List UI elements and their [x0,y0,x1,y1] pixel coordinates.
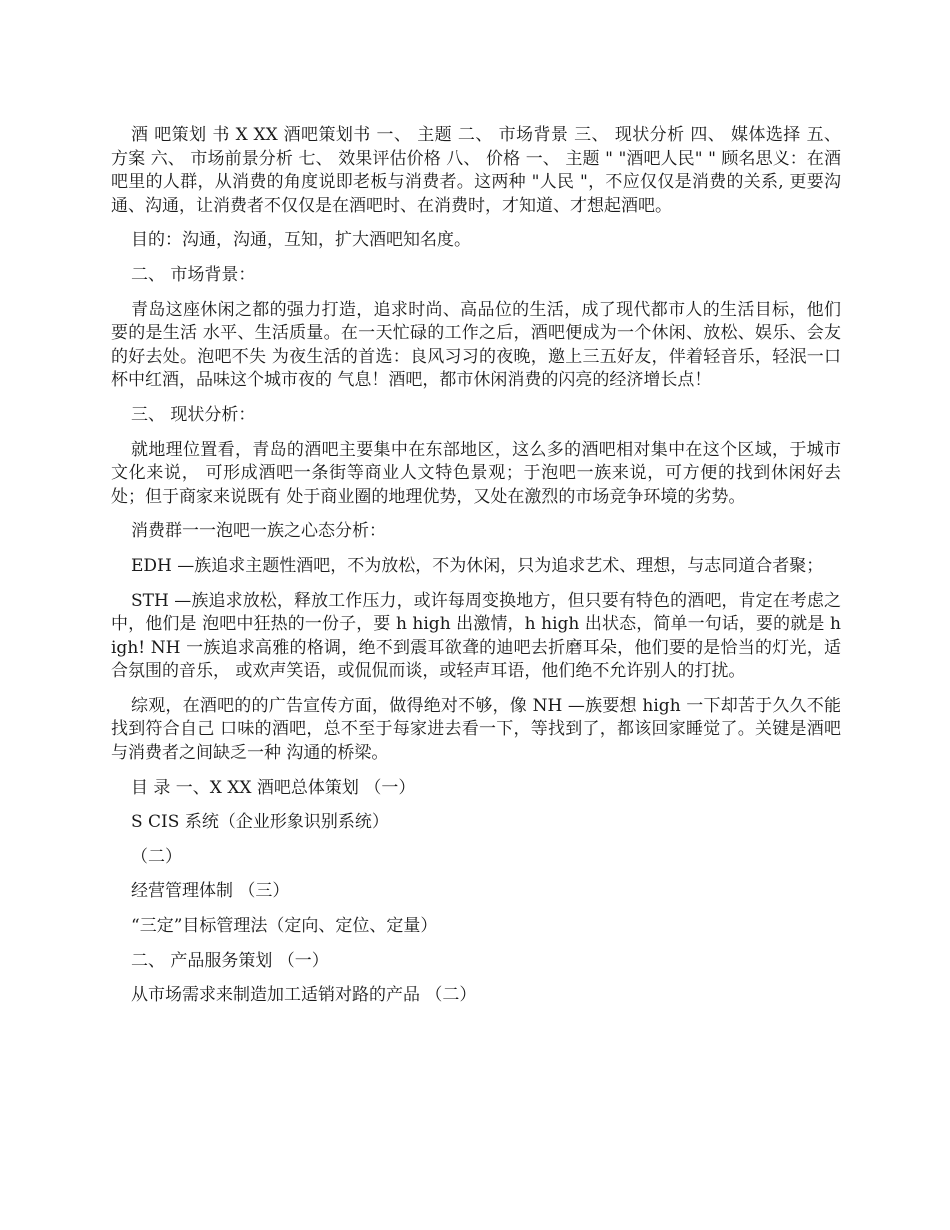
toc-line-3: （二） [131,846,182,867]
paragraph-purpose: 目的：沟通，沟通，互知，扩大酒吧知名度。 [131,230,471,251]
toc-line-4: 经营管理体制 （三） [131,881,290,902]
paragraph-status-analysis: 就地理位置看，青岛的酒吧主要集中在东部地区，这么多的酒吧相对集中在这个区域，于城市文化来说， 可形成酒吧一条街等商业人文特色景观；于泡吧一族来说，可方便的找到休闲好去处；但于商家来说既有 处于商业圈的地理优势，又处在激烈的市场竞争环境的劣势。 [111,439,841,507]
paragraph-intro: 酒 吧策划 书 X XX 酒吧策划书 一、 主题 二、 市场背景 三、 现状分析 四、 媒体选择 五、 方案 六、 市场前景分析 七、 效果评估价格 八、 价格 一、 主题 " "酒吧人民" " 顾名思义：在酒吧里的人群，从消费的角度说即老板与消费者。这两种 "人民 "，不应仅仅是消费的关系, 更要沟通、沟通，让消费者不仅仅是在酒吧时、在消费时，才知道、才想起酒吧。 [111,125,841,216]
heading-status-analysis: 三、 现状分析： [131,404,256,425]
paragraph-summary: 综观，在酒吧的的广告宣传方面，做得绝对不够，像 NH —族要想 high 一下却苦于久久不能找到符合自己 口味的酒吧，总不至于每家进去看一下，等找到了，都该回家睡觉了。关键是酒吧与消费者之间缺乏一种 沟通的桥梁。 [111,695,841,764]
paragraph-edh: EDH —族追求主题性酒吧，不为放松，不为休闲，只为追求艺术、理想，与志同道合者聚； [131,555,824,576]
toc-line-7: 从市场需求来制造加工适销对路的产品 （二） [131,985,477,1006]
toc-line-2: S CIS 系统（企业形象识别系统） [131,812,389,833]
toc-line-1: 目 录 一、X XX 酒吧总体策划 （一） [131,777,416,798]
toc-line-5: “三定”目标管理法（定向、定位、定量） [131,916,438,937]
toc-line-6: 二、 产品服务策划 （一） [131,950,329,971]
heading-consumer-mindset: 消费群一一泡吧一族之心态分析： [131,521,386,542]
paragraph-sth-nh: STH —族追求放松，释放工作压力，或许每周变换地方，但只要有特色的酒吧，肯定在考虑之中，他们是 泡吧中狂热的一份子，要 h high 出激情，h high 出状态，简单一句话，要的就是 high! NH 一族追求高雅的格调，绝不到震耳欲聋的迪吧去折磨耳朵，他们要的是恰当的灯光，适合氛围的音乐， 或欢声笑语，或侃侃而谈，或轻声耳语，他们绝不允许别人的打扰。 [111,590,841,682]
heading-market-background: 二、 市场背景： [131,264,256,285]
document-body [111,124,841,1019]
paragraph-market-background: 青岛这座休闲之都的强力打造，追求时尚、高品位的生活，成了现代都市人的生活目标，他们要的是生活 水平、生活质量。在一天忙碌的工作之后，酒吧便成为一个休闲、放松、娱乐、会友的好去处。泡吧不失 为夜生活的首选：良风习习的夜晚，邀上三五好友，伴着轻音乐，轻泯一口杯中红酒，品味这个城市夜的 气息！酒吧，都市休闲消费的闪亮的经济增长点！ [111,299,841,391]
